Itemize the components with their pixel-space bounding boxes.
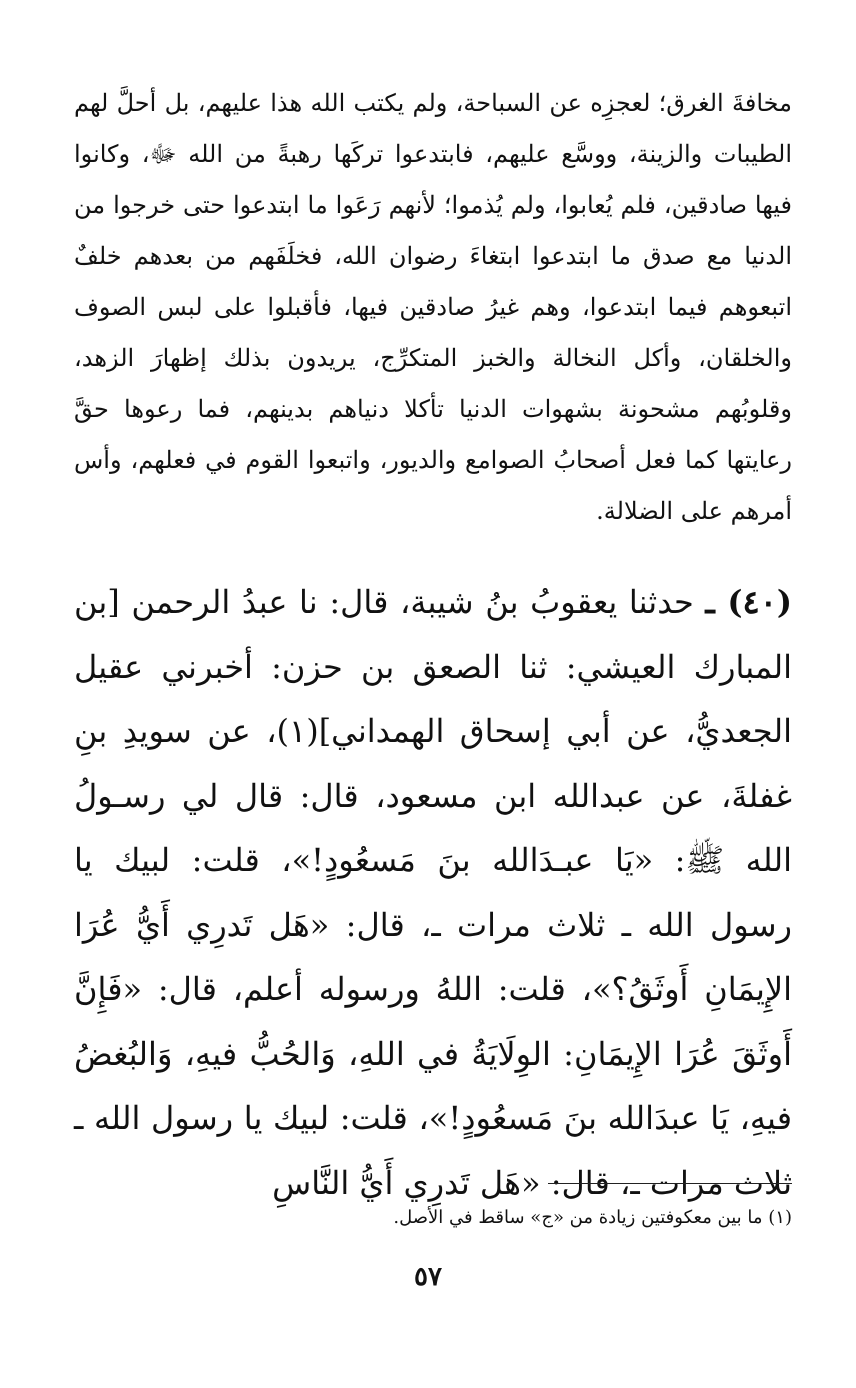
hadith-paragraph	[74, 570, 792, 1215]
paragraph-commentary: مخافةَ الغرق؛ لعجزِه عن السباحة، ولم يكتب الله هذا عليهم، بل أحلَّ لهم الطيبات والزينة، ووسَّع عليهم، فابتدعوا تركَها رهبةً من الله ﷻ، وكانوا فيها صادقين، فلم يُعابوا، ولم يُذموا؛ لأنهم رَعَوا ما ابتدعوا حتى خرجوا من الدنيا مع صدق ما ابتدعوا ابتغاءَ رضوان الله، فخلَفَهم من بعدهم خلفٌ اتبعوهم فيما ابتدعوا، وهم غيرُ صادقين فيها، فأقبلوا على لبس الصوف والخلقان، وأكل النخالة والخبز المتكرِّج، يريدون بذلك إظهارَ الزهد، وقلوبُهم مشحونة بشهوات الدنيا تأكلا دنياهم بدينهم، فما رعوها حقَّ رعايتها كما فعل أصحابُ الصوامع والديور، واتبعوا القوم في فعلهم، وأس أمرهم على الضلالة.	[74, 89, 792, 525]
hadith-text: حدثنا يعقوبُ بنُ شيبة، قال: نا عبدُ الرحمن [بن المبارك العيشي: ثنا الصعق بن حزن: أخبرني عقيل الجعديُّ، عن أبي إسحاق الهمداني](١)، عن سويدِ بنِ غفلةَ، عن عبدالله ابن مسعود، قال: قال لي رسـولُ الله ﷺ: «يَا عبـدَالله بنَ مَسعُودٍ!»، قلت: لبيك يا رسول الله ـ ثلاث مرات ـ، قال: «هَل تَدرِي أَيُّ عُرَا الإِيمَانِ أَوثَقُ؟»، قلت: اللهُ ورسوله أعلم، قال: «فَإِنَّ أَوثَقَ عُرَا الإِيمَانِ: الوِلَايَةُ في اللهِ، وَالحُبُّ فيهِ، وَالبُغضُ فيهِ، يَا عبدَالله بنَ مَسعُودٍ!»، قلت: لبيك يا رسول الله ـ ثلاث مرات ـ، قال: «هَل تَدرِي أَيُّ النَّاسِ	[74, 583, 793, 1202]
page-number: ٥٧	[414, 1262, 442, 1292]
hadith-number: (٤٠) ـ	[705, 583, 793, 621]
footnote: (١) ما بين معكوفتين زيادة من «ج» ساقط في الأصل.	[393, 1207, 792, 1228]
footnote-divider	[548, 1183, 792, 1184]
